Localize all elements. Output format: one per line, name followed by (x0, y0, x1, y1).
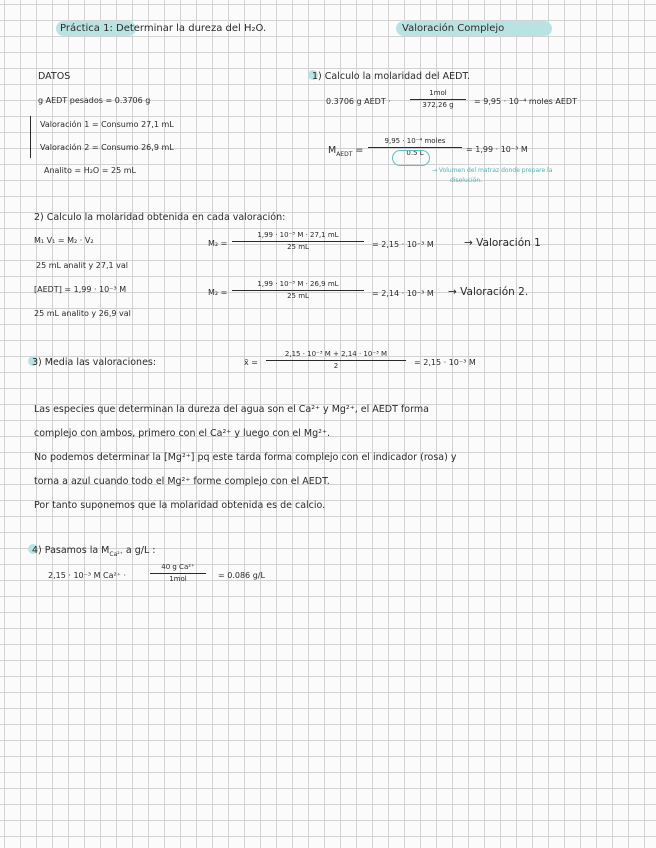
s4-result: = 0.086 g/L (218, 571, 265, 580)
s2-heading: 2) Calculo la molaridad obtenida en cada valoración: (34, 212, 286, 223)
s4-heading (32, 546, 155, 558)
s4-bar (150, 573, 206, 574)
s3-num: 2,15 · 10⁻³ M + 2,14 · 10⁻³ M (284, 350, 388, 358)
s3-den: 2 (333, 362, 339, 370)
s1-eq1-fraction (410, 90, 466, 109)
s1-eq1-left: 0.3706 g AEDT · (326, 97, 391, 106)
s1-eq1-num: 1mol (429, 89, 447, 97)
s2-v1-num: 1,99 · 10⁻³ M · 27,1 mL (257, 231, 339, 239)
datos-val1: Valoración 1 = Consumo 27,1 mL (40, 120, 174, 129)
s2-v2-den: 25 mL (287, 292, 309, 300)
paragraph-line-2: complejo con ambos, primero con el Ca²⁺ y luego con el Mg²⁺. (34, 428, 330, 439)
s2-v2-bar (232, 290, 364, 291)
s4-left: 2,15 · 10⁻³ M Ca²⁺ · (48, 571, 127, 580)
s1-m-label (328, 146, 363, 158)
s1-den-circle (392, 150, 430, 166)
s1-m-sub: AEDT (336, 150, 353, 158)
s3-result: = 2,15 · 10⁻³ M (414, 358, 476, 367)
s4-heading-text: 4) Pasamos la M (32, 545, 110, 556)
s2-v2-left: M₂ = (208, 288, 228, 297)
s2-v2-num: 1,99 · 10⁻³ M · 26,9 mL (257, 280, 339, 288)
s1-eq1-bar (410, 99, 466, 100)
s2-v1-left: M₂ = (208, 239, 228, 248)
s2-v1-right: = 2,15 · 10⁻³ M (372, 240, 434, 249)
s4-fraction (150, 564, 206, 583)
s1-heading: 1) Calculo la molaridad del AEDT. (312, 71, 471, 82)
s3-xbar: x̄ = (244, 358, 258, 367)
s1-m-right: = 1,99 · 10⁻³ M (466, 145, 528, 154)
s2-v1-bar (232, 241, 364, 242)
s1-note-line1: → Volumen del matraz donde prepare la (432, 167, 553, 174)
s1-eq1-right: = 9,95 · 10⁻⁴ moles AEDT (474, 97, 577, 106)
datos-brace (30, 116, 37, 158)
s4-heading-end: a g/L : (125, 545, 156, 556)
s2-v2-fraction (232, 281, 364, 300)
s3-heading: 3) Media las valoraciones: (32, 357, 157, 368)
paragraph-line-5: Por tanto suponemos que la molaridad obtenida es de calcio. (34, 500, 326, 511)
datos-heading: DATOS (38, 71, 71, 82)
s1-m-letter: M (328, 145, 337, 156)
s2-v1-label: → Valoración 1 (464, 237, 541, 249)
page-tag: Valoración Complejo (402, 23, 505, 34)
paragraph-line-4: torna a azul cuando todo el Mg²⁺ forme complejo con el AEDT. (34, 476, 330, 487)
s1-m-num: 9,95 · 10⁻⁴ moles (384, 137, 446, 145)
datos-analito: Analito = H₂O = 25 mL (44, 166, 136, 175)
s2-line-a: 25 mL analit y 27,1 val (36, 261, 129, 270)
s2-formula: M₁ V₁ = M₂ · V₂ (34, 236, 94, 245)
s3-fraction (266, 351, 406, 370)
s2-v2-right: = 2,14 · 10⁻³ M (372, 289, 434, 298)
s4-den: 1mol (169, 575, 187, 583)
s1-m-eq: = (355, 145, 364, 156)
paragraph-line-3: No podemos determinar la [Mg²⁺] pq este tarda forma complejo con el indicador (rosa) y (34, 452, 457, 463)
s3-bar (266, 360, 406, 361)
s2-v2-label: → Valoración 2. (448, 286, 529, 298)
s2-line-b: [AEDT] = 1,99 · 10⁻³ M (34, 285, 127, 294)
s1-eq1-den: 372,26 g (422, 101, 454, 109)
s2-v1-fraction (232, 232, 364, 251)
s1-note-line2: disolución. (450, 177, 483, 184)
s2-line-c: 25 mL analito y 26,9 val (34, 309, 131, 318)
s4-heading-sub: Ca²⁺ (109, 550, 123, 558)
s4-num: 40 g Ca²⁺ (161, 563, 195, 571)
page-title: Práctica 1: Determinar la dureza del H₂O. (60, 23, 267, 34)
paragraph-line-1: Las especies que determinan la dureza del agua son el Ca²⁺ y Mg²⁺, el AEDT forma (34, 404, 429, 415)
datos-val2: Valoración 2 = Consumo 26,9 mL (40, 143, 174, 152)
s1-m-den: 0.5 L (406, 149, 424, 157)
s2-v1-den: 25 mL (287, 243, 309, 251)
datos-g-aedt: g AEDT pesados = 0.3706 g (38, 96, 151, 105)
s1-m-bar (368, 147, 462, 148)
